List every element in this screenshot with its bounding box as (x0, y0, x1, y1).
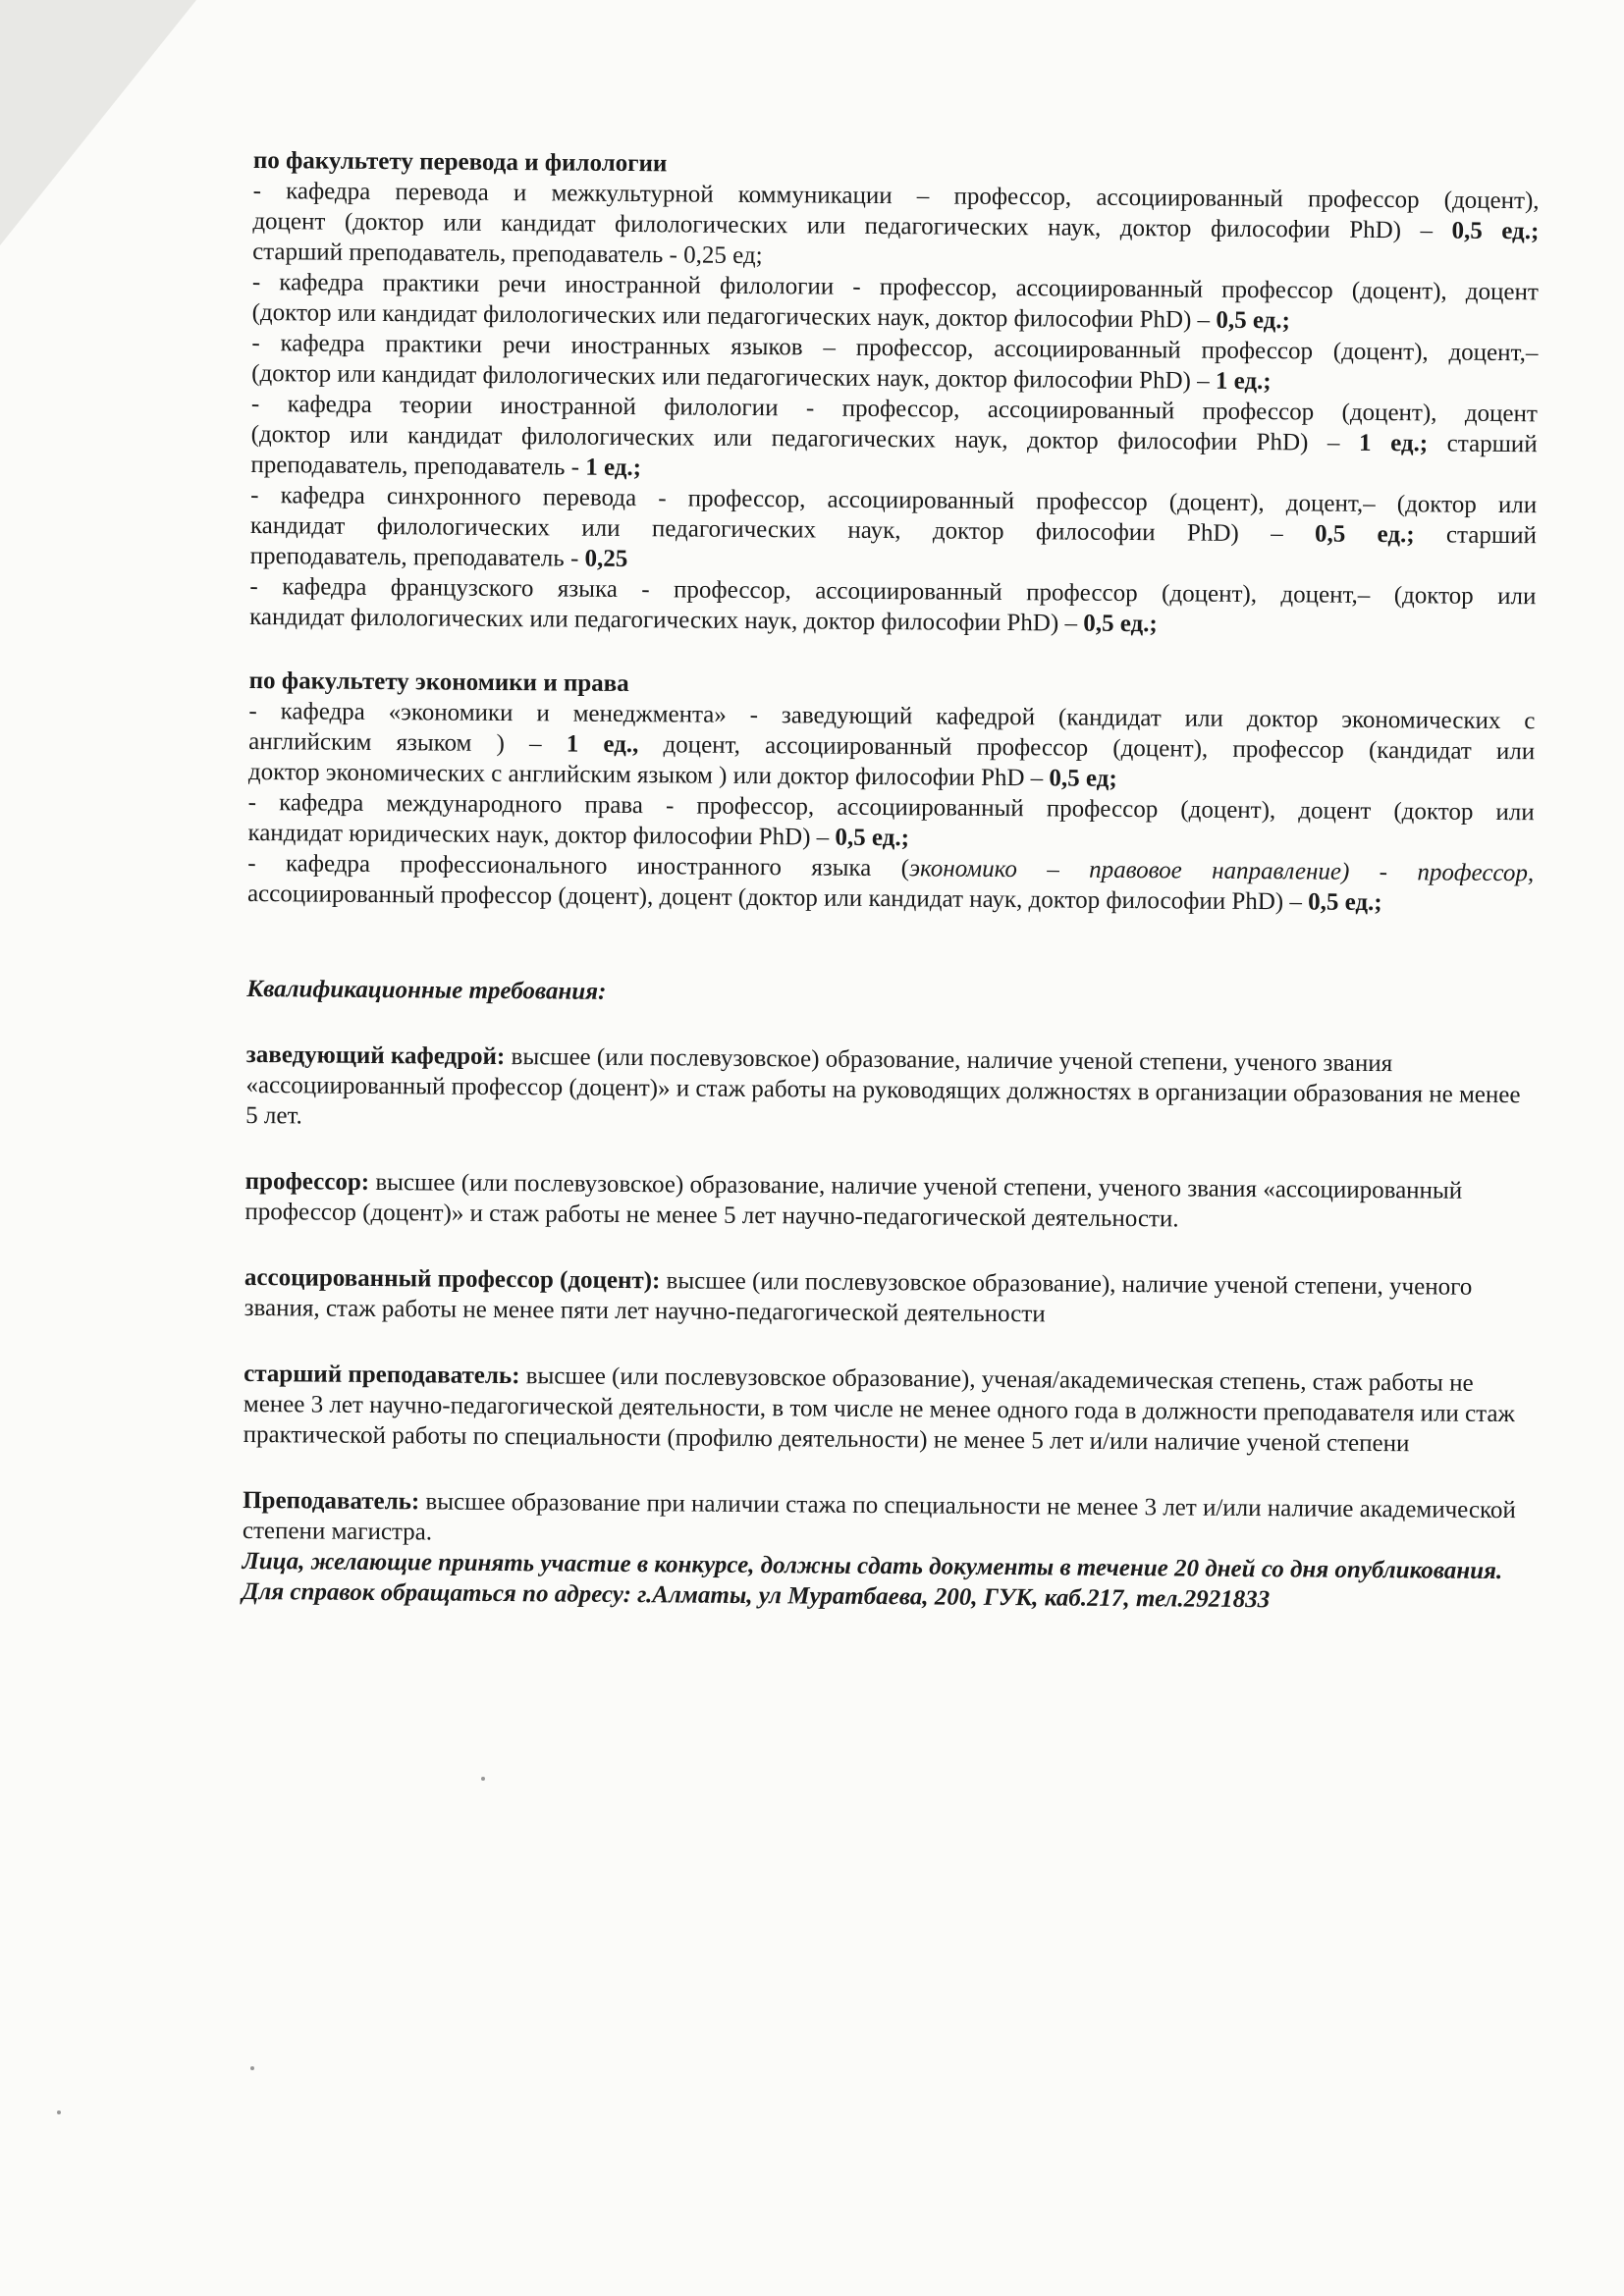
qualification-term: профессор: (244, 1167, 370, 1196)
department-text: (доктор или кандидат филологических или педагогических наук, доктор философии PhD) – (251, 359, 1216, 395)
department-text: - кафедра практики речи иностранных языков – профессор, ассоциированный профессор (доцент), доцент,– (251, 329, 1539, 367)
direction-text: экономико – правовое направление) - профессор, (908, 855, 1535, 887)
qualification-text: высшее (или послевузовское образование), наличие ученой степени, ученого звания, стаж работы не менее пяти лет научно-педагогической деятельности (244, 1267, 1473, 1328)
footer-contact-note: Для справок обращаться по адресу: г.Алматы, ул Муратбаева, 200, ГУК, каб.217, тел.2921833 (242, 1577, 1271, 1614)
folded-corner-shadow (0, 0, 196, 245)
department-entry (250, 389, 1538, 490)
qualifications-title: Квалификационные требования: (246, 975, 607, 1005)
department-entry (249, 571, 1536, 642)
qualification-text: высшее (или послевузовское) образование, наличие ученой степени, ученого звания «ассоциированный профессор (доцент)» и стаж работы на руководящих должностях в организации образования не менее 5 лет. (245, 1043, 1521, 1130)
position-count: 0,5 ед.; (1451, 217, 1540, 245)
position-count: 0,5 ед.; (1314, 520, 1415, 549)
department-text: - кафедра международного права - профессор, ассоциированный профессор (доцент), доцент (доктор или (247, 788, 1535, 827)
qualification-entry (244, 1166, 1531, 1237)
department-entry (250, 480, 1538, 581)
department-text: английским языком ) – (248, 727, 567, 758)
department-text: кандидат филологических или педагогических наук, доктор философии PhD) – (249, 603, 1084, 637)
qualification-entry (244, 1262, 1531, 1333)
department-entry (247, 848, 1534, 919)
position-count: 0,5 ед; (1049, 765, 1117, 792)
department-text: - кафедра практики речи иностранной филологии - профессор, ассоциированный профессор (доцент), доцент (251, 268, 1539, 306)
position-count: 0,5 ед.; (1083, 610, 1158, 638)
position-count: 0,5 ед.; (1216, 306, 1290, 335)
department-entry (252, 267, 1539, 338)
department-text: старший преподаватель, преподаватель - 0,25 ед; (252, 238, 763, 270)
department-entry (247, 787, 1534, 858)
economics-departments-list (247, 696, 1536, 919)
qualification-entry (244, 1359, 1531, 1460)
qualification-entry (243, 1485, 1529, 1556)
scan-speck (250, 2066, 254, 2070)
position-count: 1 ед., (566, 730, 639, 759)
department-text: - кафедра теории иностранной филологии - профессор, ассоциированный профессор (доцент), доцент (250, 390, 1538, 428)
department-text: доцент (доктор или кандидат филологических или педагогических наук, доктор философии PhD) – (252, 207, 1452, 244)
department-text: - кафедра профессионального иностранного языка ( (247, 849, 910, 882)
department-text: старший (1428, 430, 1538, 458)
scan-speck (481, 1777, 485, 1781)
department-text: - кафедра французского языка - профессор, ассоциированный профессор (доцент), доцент,– (доктор или (249, 572, 1537, 611)
qualification-text: высшее (или послевузовское) образование, наличие ученой степени, ученого звания «ассоциированный профессор (доцент)» и стаж работы не менее 5 лет научно-педагогической деятельности. (244, 1168, 1463, 1233)
position-count: 0,25 (584, 545, 628, 573)
department-text: старший (1414, 521, 1538, 550)
department-text: доцент, ассоциированный профессор (доцент), профессор (кандидат или (638, 731, 1536, 766)
department-entry (251, 328, 1538, 399)
qualification-entry (245, 1040, 1533, 1141)
department-text: преподаватель, преподаватель - (250, 451, 586, 481)
department-text: (доктор или кандидат филологических или педагогических наук, доктор философии PhD) – (250, 420, 1360, 456)
department-text: - кафедра «экономики и менеджмента» - заведующий кафедрой (кандидат или доктор экономических с (248, 697, 1536, 735)
qualification-text: высшее образование при наличии стажа по специальности не менее 3 лет и/или наличие академической степени магистра. (242, 1488, 1516, 1546)
qualification-term: Преподаватель: (243, 1486, 420, 1516)
qualification-term: заведующий кафедрой: (245, 1041, 506, 1071)
department-text: преподаватель, преподаватель - (249, 542, 585, 572)
position-count: 1 ед.; (1358, 429, 1429, 457)
department-text: (доктор или кандидат филологических или педагогических наук, доктор философии PhD) – (251, 298, 1217, 334)
qualification-term: старший преподаватель: (244, 1360, 520, 1390)
department-text: кандидат филологических или педагогических наук, доктор философии PhD) – (249, 511, 1316, 548)
translation-departments-list (249, 176, 1540, 642)
position-count: 1 ед.; (585, 454, 642, 482)
section-title-translation: по факультету перевода и филологии (252, 146, 668, 178)
department-text: - кафедра перевода и межкультурной коммуникации – профессор, ассоциированный профессор (доцент), (252, 177, 1540, 215)
footer-deadline-note: Лица, желающие принять участие в конкурсе, должны сдать документы в течение 20 дней со дня опубликования. (242, 1547, 1503, 1585)
department-text: ассоциированный профессор (доцент), доцент (доктор или кандидат наук, доктор философии PhD) – (246, 880, 1309, 916)
position-count: 0,5 ед.; (835, 824, 910, 852)
department-text: доктор экономических с английским языком ) или доктор философии PhD – (247, 758, 1050, 792)
position-count: 0,5 ед.; (1308, 888, 1382, 917)
department-entry (252, 176, 1540, 277)
department-text: - кафедра синхронного перевода - профессор, ассоциированный профессор (доцент), доцент,– (доктор или (250, 481, 1538, 519)
position-count: 1 ед.; (1215, 367, 1272, 396)
department-text: кандидат юридических наук, доктор философии PhD) – (247, 819, 836, 851)
qualifications-list (243, 1040, 1533, 1556)
section-title-economics: по факультету экономики и права (248, 667, 629, 698)
qualification-term: ассоцированный профессор (доцент): (244, 1263, 661, 1295)
scan-speck (57, 2110, 61, 2114)
qualification-text: высшее (или послевузовское образование), ученая/академическая степень, стаж работы не менее 3 лет научно-педагогической деятельности, в том числе не менее одного года в должности преподавателя или стаж практической работы по специальности (профилю деятельности) не менее 5 лет и/или наличие ученой степени (243, 1362, 1515, 1458)
department-entry (248, 696, 1536, 797)
document-body (242, 145, 1540, 1617)
